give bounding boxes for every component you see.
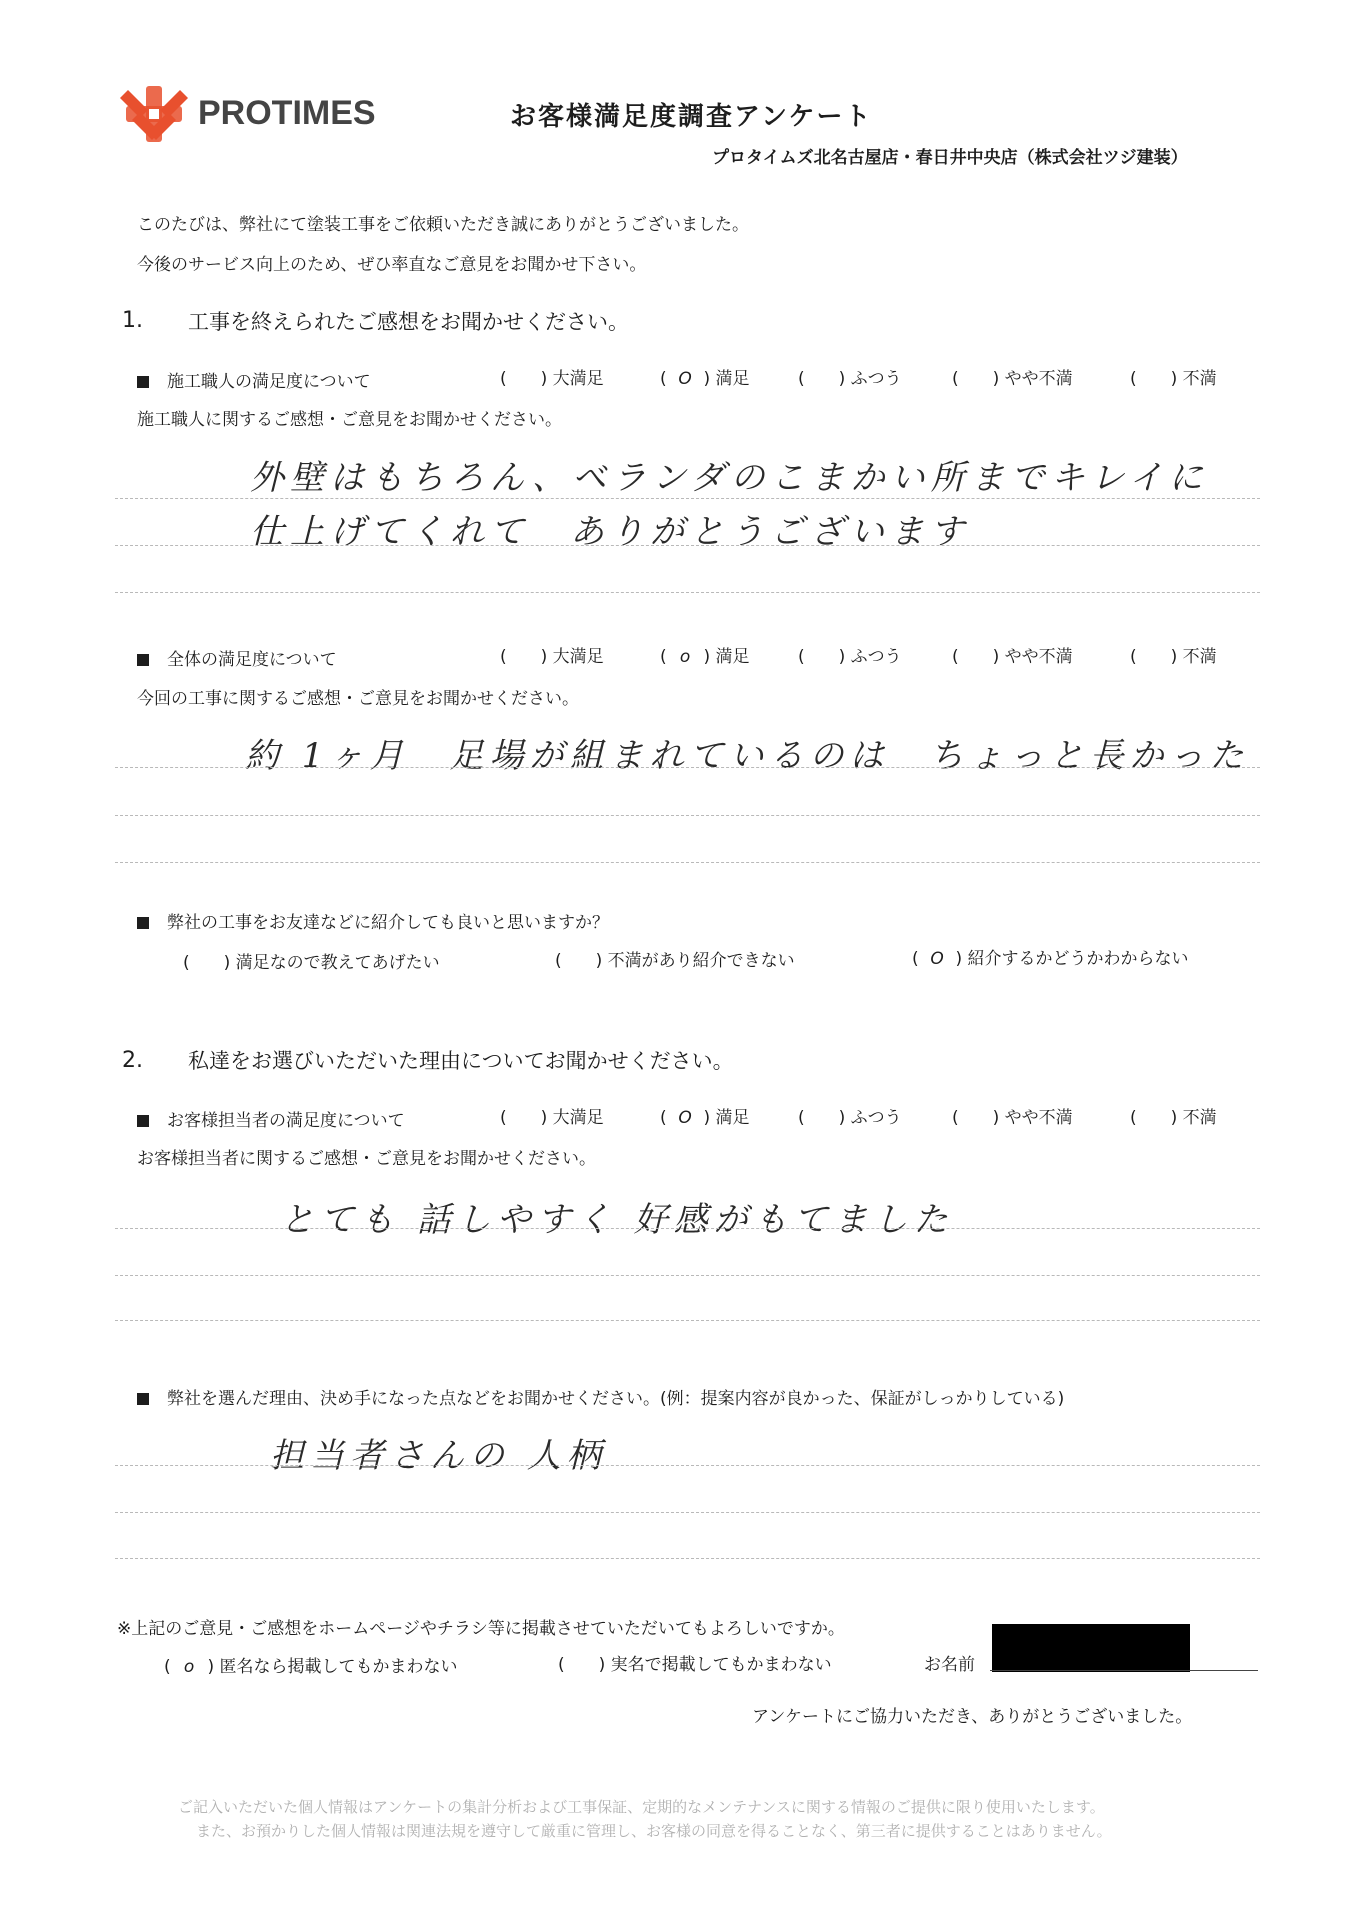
name-redacted-box <box>992 1624 1190 1672</box>
rating-row-overall <box>500 642 1280 668</box>
bullet-square-icon <box>137 654 149 666</box>
rating-option[interactable]: ( ) 不満 <box>1130 647 1217 667</box>
rating-option[interactable]: ( ) ふつう <box>798 369 902 389</box>
referral-option-selected[interactable]: ( O ) 紹介するかどうかわからない <box>912 949 1189 969</box>
publish-option-selected[interactable]: ( o ) 匿名なら掲載してもかまわない <box>164 1657 458 1677</box>
answer-line <box>115 1512 1260 1513</box>
section-1-title: 工事を終えられたご感想をお聞かせください。 <box>188 310 629 334</box>
bullet-square-icon <box>137 376 149 388</box>
privacy-notice-line-1: ご記入いただいた個人情報はアンケートの集計分析および工事保証、定期的なメンテナンスに関する情報のご提供に限り使用いたします。 <box>178 1798 1105 1816</box>
rating-option[interactable]: ( ) ふつう <box>798 1108 902 1128</box>
answer-line <box>115 1558 1260 1559</box>
answer-line <box>115 545 1260 546</box>
rating-option-selected[interactable]: ( o ) 満足 <box>660 647 750 667</box>
rating-option[interactable]: ( ) 不満 <box>1130 1108 1217 1128</box>
page-title: お客様満足度調査アンケート <box>510 102 873 132</box>
thanks-message: アンケートにご協力いただき、ありがとうございました。 <box>752 1707 1193 1727</box>
publish-question: ※上記のご意見・ご感想をホームページやチラシ等に掲載させていただいてもよろしいですか。 <box>117 1619 845 1639</box>
answer-line <box>115 862 1260 863</box>
bullet-square-icon <box>137 917 149 929</box>
rating-option-selected[interactable]: ( O ) 満足 <box>660 369 750 389</box>
rating-option[interactable]: ( ) 大満足 <box>500 369 604 389</box>
referral-option[interactable]: ( ) 満足なので教えてあげたい <box>183 953 440 973</box>
answer-line <box>115 1465 1260 1466</box>
publish-option[interactable]: ( ) 実名で掲載してもかまわない <box>558 1655 832 1675</box>
answer-line <box>115 1320 1260 1321</box>
answer-craftsman-line-1: 外壁はもちろん、ベランダのこまかい所までキレイに <box>250 458 1209 498</box>
intro-line-1: このたびは、弊社にて塗装工事をご依頼いただき誠にありがとうございました。 <box>137 215 749 235</box>
store-name: プロタイムズ北名古屋店・春日井中央店（株式会社ツジ建装） <box>712 148 1188 168</box>
name-underline <box>990 1670 1258 1671</box>
referral-option[interactable]: ( ) 不満があり紹介できない <box>555 951 795 971</box>
privacy-notice-line-2: また、お預かりした個人情報は関連法規を遵守して厳重に管理し、お客様の同意を得ることなく、第三者に提供することはありません。 <box>196 1822 1112 1840</box>
answer-line <box>115 1228 1260 1229</box>
rating-option[interactable]: ( ) 大満足 <box>500 647 604 667</box>
section-1-number: 1. <box>122 308 143 333</box>
answer-reason-line-1: 担当者さんの 人柄 <box>270 1436 607 1476</box>
rating-option[interactable]: ( ) やや不満 <box>952 647 1073 667</box>
protimes-logo-mark <box>120 82 188 146</box>
rating-option[interactable]: ( ) ふつう <box>798 647 902 667</box>
question-staff-prompt: お客様担当者に関するご感想・ご意見をお聞かせください。 <box>137 1149 596 1169</box>
answer-overall-line-1: 約 1ヶ月 足場が組まれているのは ちょっと長かった <box>245 736 1250 776</box>
question-overall-label: 全体の満足度について <box>137 645 337 670</box>
question-overall-prompt: 今回の工事に関するご感想・ご意見をお聞かせください。 <box>137 689 579 709</box>
rating-row-craftsman <box>500 364 1280 390</box>
answer-line <box>115 815 1260 816</box>
rating-option[interactable]: ( ) やや不満 <box>952 1108 1073 1128</box>
question-craftsman-prompt: 施工職人に関するご感想・ご意見をお聞かせください。 <box>137 410 562 430</box>
question-craftsman-label: 施工職人の満足度について <box>137 367 371 392</box>
answer-craftsman-line-2: 仕上げてくれて ありがとうございます <box>250 512 970 552</box>
answer-line <box>115 1275 1260 1276</box>
bullet-square-icon <box>137 1393 149 1405</box>
question-referral-label: 弊社の工事をお友達などに紹介しても良いと思いますか？ <box>137 908 609 933</box>
name-field-label: お名前 <box>924 1655 975 1675</box>
question-staff-label: お客様担当者の満足度について <box>137 1106 405 1131</box>
section-2-title: 私達をお選びいただいた理由についてお聞かせください。 <box>188 1049 734 1073</box>
section-2-number: 2. <box>122 1048 143 1073</box>
rating-option[interactable]: ( ) 不満 <box>1130 369 1217 389</box>
question-reason-label: 弊社を選んだ理由、決め手になった点などをお聞かせください。(例：提案内容が良かった、保証がしっかりしている) <box>137 1384 1064 1409</box>
answer-staff-line-1: とても 話しやすく 好感がもてました <box>280 1200 954 1240</box>
answer-line <box>115 498 1260 499</box>
rating-option[interactable]: ( ) 大満足 <box>500 1108 604 1128</box>
rating-option[interactable]: ( ) やや不満 <box>952 369 1073 389</box>
rating-option-selected[interactable]: ( O ) 満足 <box>660 1108 750 1128</box>
bullet-square-icon <box>137 1115 149 1127</box>
answer-line <box>115 767 1260 768</box>
answer-line <box>115 592 1260 593</box>
brand-name: PROTIMES <box>198 94 376 132</box>
intro-line-2: 今後のサービス向上のため、ぜひ率直なご意見をお聞かせ下さい。 <box>137 255 647 275</box>
rating-row-staff <box>500 1103 1280 1129</box>
protimes-logo <box>120 82 440 146</box>
